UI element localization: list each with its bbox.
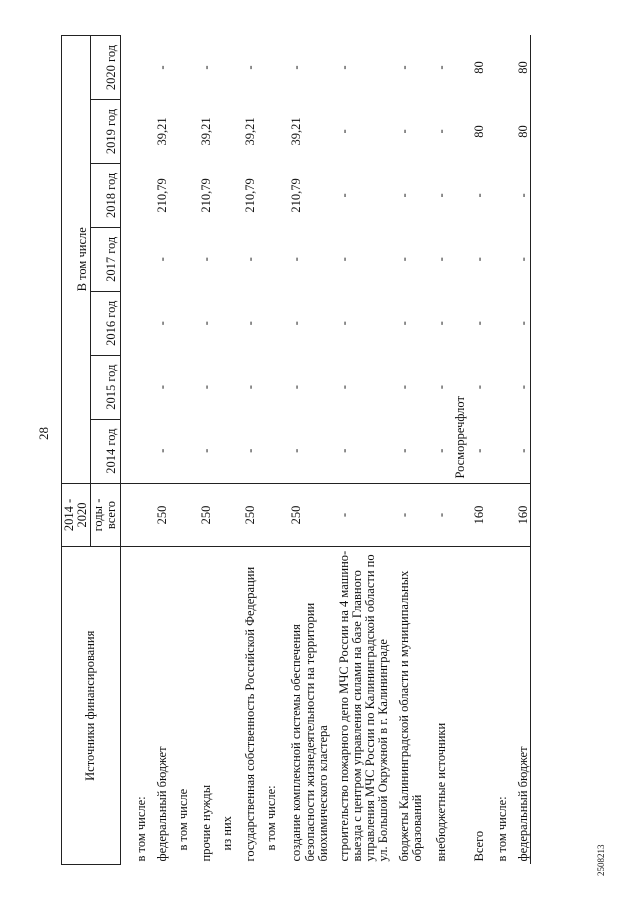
row-year-value — [213, 100, 234, 164]
row-year-value: - — [471, 257, 486, 262]
row-year-value: - — [198, 257, 213, 262]
table-header — [62, 36, 121, 865]
row-year-value: 39,21 — [198, 117, 213, 146]
table-row — [148, 36, 169, 865]
row-year-value: 210,79 — [154, 178, 169, 213]
table-row — [425, 36, 448, 865]
row-year-value — [257, 355, 278, 419]
row-year-value: 80 — [509, 100, 531, 164]
row-total: 250 — [234, 483, 257, 547]
row-total: - — [425, 483, 448, 547]
row-year-value: - — [336, 257, 351, 262]
row-year-value: - — [471, 448, 486, 453]
header-total-line2: годы - всего — [91, 483, 120, 547]
page-number: 28 — [36, 427, 51, 440]
row-year-value — [486, 227, 509, 291]
table-body — [120, 36, 531, 865]
row-year-value — [120, 419, 148, 483]
row-year-value: - — [289, 321, 304, 326]
agency-spacer — [448, 483, 467, 547]
row-total — [120, 483, 148, 547]
table-row — [467, 36, 486, 865]
row-year-value: - — [433, 65, 448, 70]
row-year-value: - — [336, 385, 351, 390]
row-total — [486, 483, 509, 547]
row-total: 160 — [467, 483, 486, 547]
row-year-value — [257, 227, 278, 291]
row-year-value: - — [243, 321, 258, 326]
table-row — [330, 36, 391, 865]
row-year-value — [213, 419, 234, 483]
row-year-value: - — [509, 355, 531, 419]
row-year-value: - — [509, 291, 531, 355]
row-year-value — [486, 291, 509, 355]
row-label: бюджеты Калининградской области и муниципальных образований — [390, 547, 424, 865]
row-year-value: - — [289, 257, 304, 262]
row-year-value — [120, 163, 148, 227]
row-label: создание комплексной системы обеспечения безопасности жизнедеятельности на территории биохимического кластера — [278, 547, 329, 865]
row-year-value: 39,21 — [154, 117, 169, 146]
row-year-value — [486, 36, 509, 100]
table-row — [213, 36, 234, 865]
row-total: 250 — [148, 483, 169, 547]
row-year-value: - — [433, 129, 448, 134]
row-year-value — [120, 36, 148, 100]
row-label: в том числе: — [257, 547, 278, 865]
row-year-value: 80 — [471, 61, 486, 74]
row-total: 160 — [509, 483, 531, 547]
row-year-value: 80 — [471, 125, 486, 138]
row-year-value — [486, 100, 509, 164]
row-year-value: - — [198, 385, 213, 390]
row-total — [257, 483, 278, 547]
document-code: 2508213 — [596, 844, 606, 876]
table-row — [509, 36, 531, 865]
row-year-value: - — [433, 448, 448, 453]
row-year-value: - — [433, 385, 448, 390]
row-year-value — [169, 100, 190, 164]
row-year-value: - — [397, 129, 412, 134]
row-year-value: 210,79 — [243, 178, 258, 213]
table-row — [278, 36, 329, 865]
row-year-value: - — [289, 448, 304, 453]
financing-table — [61, 35, 531, 865]
row-label: федеральный бюджет — [509, 547, 531, 865]
row-year-value: - — [154, 321, 169, 326]
row-total: 250 — [190, 483, 213, 547]
table-row — [190, 36, 213, 865]
row-year-value: - — [198, 321, 213, 326]
row-year-value — [169, 355, 190, 419]
row-year-value — [257, 163, 278, 227]
row-year-value: - — [198, 448, 213, 453]
row-year-value: - — [433, 257, 448, 262]
row-label: государственная собственность Российской Федерации — [234, 547, 257, 865]
row-year-value — [120, 291, 148, 355]
row-year-value: - — [397, 321, 412, 326]
row-year-value: 210,79 — [198, 178, 213, 213]
header-year: 2015 год — [91, 355, 120, 419]
header-sources: Источники финансирования — [62, 547, 121, 865]
table-row — [486, 36, 509, 865]
row-label: прочие нужды — [190, 547, 213, 865]
agency-title: Росморречфлот — [452, 396, 467, 479]
row-year-value: - — [433, 193, 448, 198]
header-year: 2018 год — [91, 163, 120, 227]
row-total: 250 — [278, 483, 329, 547]
row-year-value — [257, 419, 278, 483]
row-year-value — [486, 419, 509, 483]
row-year-value: - — [243, 257, 258, 262]
row-label: строительство пожарного депо МЧС России на 4 машино-выезда с центром управления силами на базе Главного управления МЧС России по Калининградской области по ул. Большой Окружной в г. Калининграде — [330, 547, 391, 865]
row-year-value — [257, 36, 278, 100]
row-total: - — [390, 483, 424, 547]
row-year-value — [213, 291, 234, 355]
row-year-value — [169, 419, 190, 483]
row-year-value: - — [509, 419, 531, 483]
row-year-value: - — [289, 65, 304, 70]
row-year-value: - — [433, 321, 448, 326]
agency-spacer — [448, 547, 467, 865]
row-year-value — [486, 163, 509, 227]
row-year-value: - — [336, 193, 351, 198]
row-year-value — [213, 36, 234, 100]
row-year-value — [120, 227, 148, 291]
header-year: 2017 год — [91, 227, 120, 291]
row-label: из них — [213, 547, 234, 865]
row-year-value — [257, 100, 278, 164]
row-year-value: - — [397, 65, 412, 70]
header-year: 2019 год — [91, 100, 120, 164]
row-year-value — [213, 163, 234, 227]
row-year-value: 39,21 — [289, 117, 304, 146]
row-year-value — [169, 163, 190, 227]
header-year: 2020 год — [91, 36, 120, 100]
agency-row — [448, 36, 467, 865]
row-year-value: 80 — [509, 36, 531, 100]
row-year-value — [486, 355, 509, 419]
row-label: в том числе: — [120, 547, 148, 865]
header-year: 2014 год — [91, 419, 120, 483]
row-year-value — [213, 355, 234, 419]
header-year: 2016 год — [91, 291, 120, 355]
row-year-value: - — [397, 448, 412, 453]
row-year-value: - — [509, 163, 531, 227]
table-row — [169, 36, 190, 865]
row-year-value — [120, 100, 148, 164]
row-year-value: - — [336, 129, 351, 134]
row-year-value: - — [509, 227, 531, 291]
row-year-value — [213, 227, 234, 291]
row-year-value: 210,79 — [289, 178, 304, 213]
row-year-value: - — [397, 257, 412, 262]
table-row — [390, 36, 424, 865]
row-year-value: - — [154, 385, 169, 390]
row-year-value: - — [154, 65, 169, 70]
row-label: в том числе — [169, 547, 190, 865]
row-year-value: - — [471, 193, 486, 198]
table-row — [257, 36, 278, 865]
row-label: в том числе: — [486, 547, 509, 865]
row-year-value: - — [336, 65, 351, 70]
row-year-value — [257, 291, 278, 355]
row-year-value: - — [471, 321, 486, 326]
row-year-value: - — [289, 385, 304, 390]
row-total — [169, 483, 190, 547]
row-year-value: - — [154, 257, 169, 262]
header-breakdown: В том числе — [62, 36, 91, 484]
table-row — [120, 36, 148, 865]
header-total-line1: 2014 - 2020 — [62, 483, 91, 547]
row-year-value: - — [471, 385, 486, 390]
row-year-value: - — [243, 65, 258, 70]
row-year-value: - — [154, 448, 169, 453]
row-year-value: - — [397, 193, 412, 198]
row-label: внебюджетные источники — [425, 547, 448, 865]
row-year-value: - — [198, 65, 213, 70]
row-total — [213, 483, 234, 547]
row-year-value: - — [243, 448, 258, 453]
row-year-value: - — [336, 321, 351, 326]
row-year-value: - — [243, 385, 258, 390]
row-year-value — [169, 291, 190, 355]
row-year-value — [169, 36, 190, 100]
row-year-value: 39,21 — [243, 117, 258, 146]
row-label: федеральный бюджет — [148, 547, 169, 865]
row-year-value: - — [397, 385, 412, 390]
row-year-value — [120, 355, 148, 419]
table-row — [234, 36, 257, 865]
rotated-table-container — [61, 35, 601, 865]
row-label: Всего — [467, 547, 486, 865]
row-year-value: - — [336, 448, 351, 453]
row-year-value — [169, 227, 190, 291]
row-total: - — [330, 483, 391, 547]
